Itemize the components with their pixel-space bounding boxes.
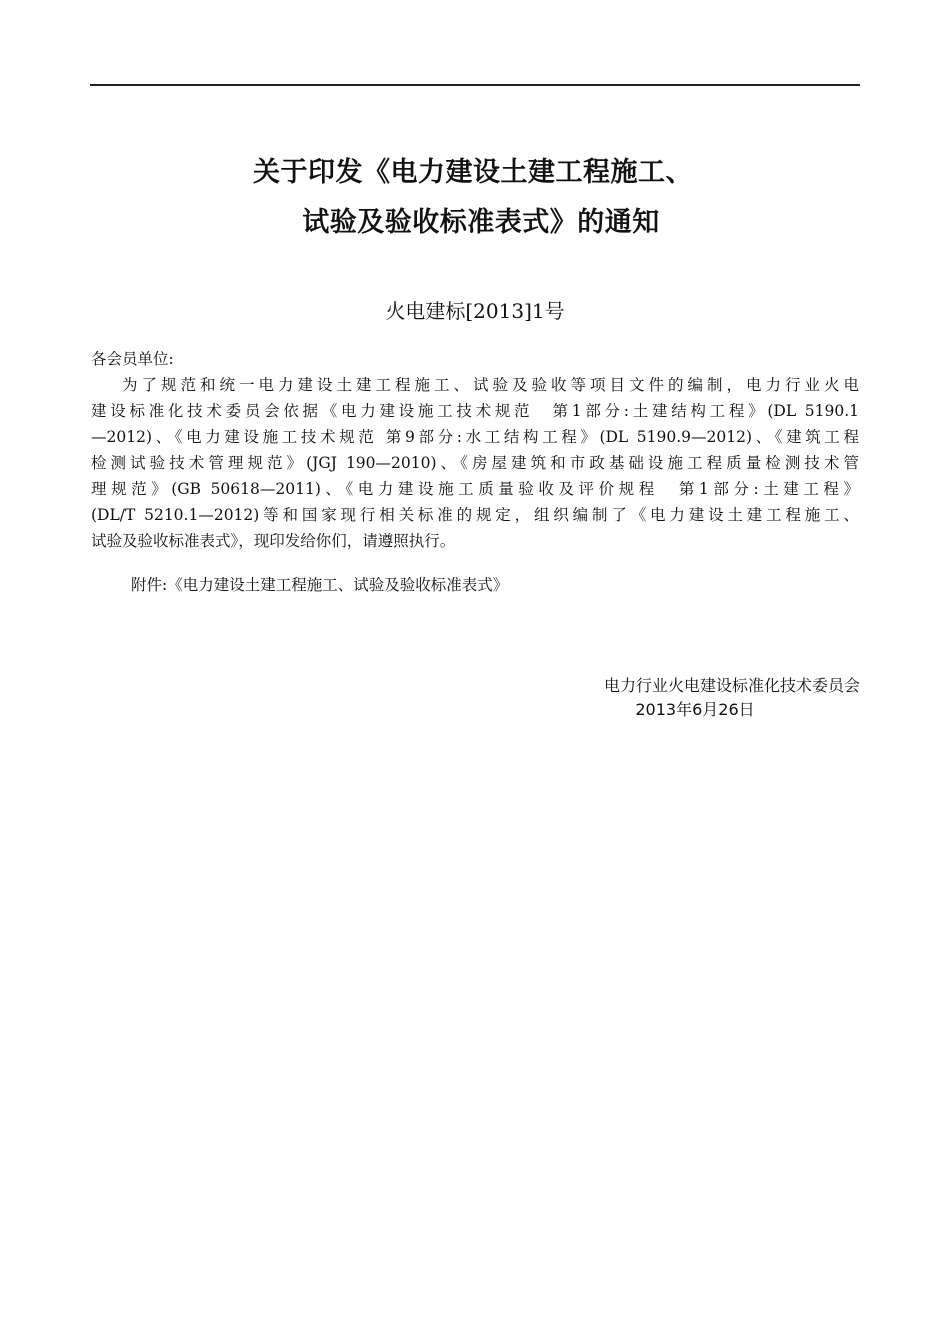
body-line-7: 试验及验收标准表式》，现印发给你们，请遵照执行。 [91, 532, 456, 550]
body-line-5: 理规范》(GB 50618—2011)、《电力建设施工质量验收及评价规程 第1部分:土建工程》 [91, 480, 859, 498]
issue-date: 2013年6月26日 [635, 700, 755, 719]
body-line-1: 为了规范和统一电力建设土建工程施工、试验及验收等项目文件的编制，电力行业火电 [122, 376, 859, 394]
body-line-3: —2012)、《电力建设施工技术规范 第9部分:水工结构工程》(DL 5190.9—2012)、《建筑工程 [91, 428, 859, 446]
issuing-organization: 电力行业火电建设标准化技术委员会 [603, 676, 860, 695]
salutation: 各会员单位: [91, 350, 174, 368]
notice-title-line-1: 关于印发《电力建设土建工程施工、 [253, 157, 693, 188]
notice-title-line-2: 试验及验收标准表式》的通知 [302, 207, 660, 238]
attachment-note: 附件:《电力建设土建工程施工、试验及验收标准表式》 [131, 576, 509, 594]
body-line-2: 建设标准化技术委员会依据《电力建设施工技术规范 第1部分:土建结构工程》(DL 5190.1 [91, 402, 859, 420]
document-number: 火电建标[2013]1号 [385, 299, 565, 323]
header-rule [90, 84, 860, 86]
body-line-4: 检测试验技术管理规范》(JGJ 190—2010)、《房屋建筑和市政基础设施工程质量检测技术管 [91, 454, 859, 472]
body-line-6: (DL/T 5210.1—2012)等和国家现行相关标准的规定，组织编制了《电力建设土建工程施工、 [91, 506, 859, 524]
